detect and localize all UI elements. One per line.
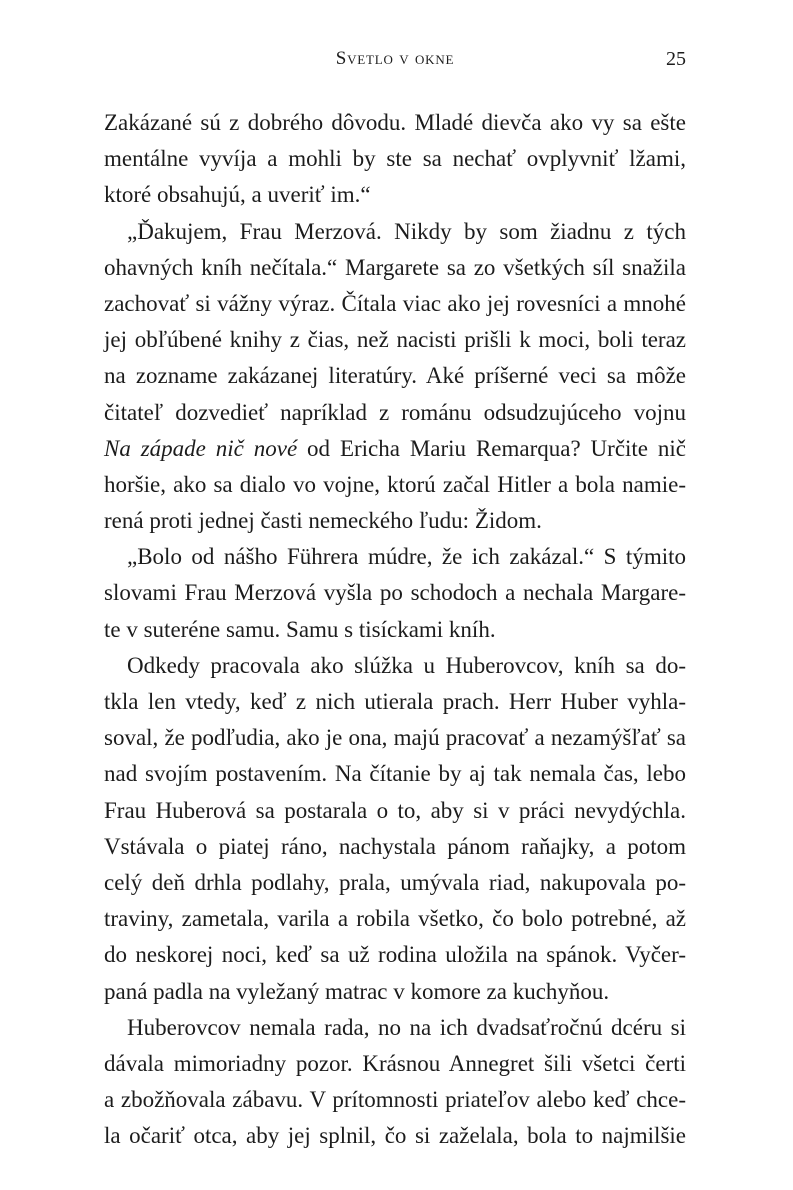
text-run: „Ďakujem, Frau Merzová. Nikdy by som žiadnu z tých [127,218,686,244]
text-line [104,177,686,213]
text-run: ktoré obsahujú, a uveriť im.“ [104,182,371,208]
paragraph [104,1010,686,1155]
text-run: do neskorej noci, keď sa už rodina uložila na spánok. Vyčer- [104,942,686,968]
text-run: čitateľ dozvedieť napríklad z románu odsudzujúceho vojnu [104,399,686,425]
page-number: 25 [666,48,686,70]
text-line [104,395,686,431]
text-line [104,829,686,865]
text-run: na zozname zakázanej literatúry. Aké príšerné veci sa môže [104,363,686,389]
text-line [104,793,686,829]
text-run: traviny, zametala, varila a robila všetko, čo bolo potrebné, až [104,906,686,932]
paragraph [104,105,686,214]
text-line [104,937,686,973]
text-run: celý deň drhla podlahy, prala, umývala riad, nakupovala po- [104,869,686,895]
text-line [104,503,686,539]
text-run: horšie, ako sa dialo vo vojne, ktorú začal Hitler a bola namie- [104,471,686,497]
text-run: soval, že podľudia, ako je ona, majú pracovať a nezamýšľať sa [104,725,686,751]
text-line [104,720,686,756]
text-run: Vstávala o piatej ráno, nachystala pánom raňajky, a potom [104,833,686,859]
text-run: rená proti jednej časti nemeckého ľudu: Židom. [104,508,542,534]
text-run: a zbožňovala zábavu. V prítomnosti priateľov alebo keď chce- [104,1087,686,1113]
text-line [104,612,686,648]
text-line [104,901,686,937]
running-title: Svetlo v okne [335,48,455,69]
text-line [104,756,686,792]
text-run: slovami Frau Merzová vyšla po schodoch a nechala Margare- [104,580,686,606]
text-line [104,467,686,503]
text-run: ohavných kníh nečítala.“ Margarete sa zo všetkých síl snažila [104,254,686,280]
text-run: nad svojím postavením. Na čítanie by aj tak nemala čas, lebo [104,761,686,787]
text-line [104,358,686,394]
text-run: mentálne vyvíja a mohli by ste sa nechať ovplyvniť lžami, [104,146,686,172]
text-run: zachovať si vážny výraz. Čítala viac ako jej rovesníci a mnohé [104,290,686,316]
running-head [104,48,686,76]
text-line [104,1046,686,1082]
text-line [104,286,686,322]
text-run: paná padla na vyležaný matrac v komore za kuchyňou. [104,978,610,1004]
text-line [104,1082,686,1118]
text-line [104,105,686,141]
text-line [104,141,686,177]
text-run: Odkedy pracovala ako slúžka u Huberovcov, kníh sa do- [127,652,686,678]
text-run: Zakázané sú z dobrého dôvodu. Mladé dievča ako vy sa ešte [104,110,686,135]
text-line [104,865,686,901]
body-text [104,105,686,1154]
text-run: od Ericha Mariu Remarqua? Určite nič [297,435,686,461]
text-line [104,1010,686,1046]
text-line [104,684,686,720]
paragraph [104,214,686,540]
text-run: „Bolo od nášho Führera múdre, že ich zakázal.“ S týmito [127,544,686,570]
text-run: la očariť otca, aby jej splnil, čo si zaželala, bola to najmilšie [104,1123,686,1149]
text-line [104,1118,686,1154]
text-run: tkla len vtedy, keď z nich utierala prach. Herr Huber vyhla- [104,689,686,714]
text-run: Frau Huberová sa postarala o to, aby si v práci nevydýchla. [104,797,686,823]
text-run: Huberovcov nemala rada, no na ich dvadsaťročnú dcéru si [127,1014,686,1040]
text-line [104,214,686,250]
text-line [104,539,686,575]
paragraph [104,539,686,648]
text-line [104,431,686,467]
text-line [104,250,686,286]
text-run: dávala mimoriadny pozor. Krásnou Annegret šili všetci čerti [104,1050,686,1076]
italic-title: Na západe nič nové [104,435,298,461]
text-line [104,322,686,358]
text-line [104,648,686,684]
text-line [104,575,686,611]
text-run: te v suteréne samu. Samu s tisíckami kníh. [104,616,496,642]
paragraph [104,648,686,1010]
text-line [104,974,686,1010]
text-run: jej obľúbené knihy z čias, než nacisti prišli k moci, boli teraz [104,327,686,353]
